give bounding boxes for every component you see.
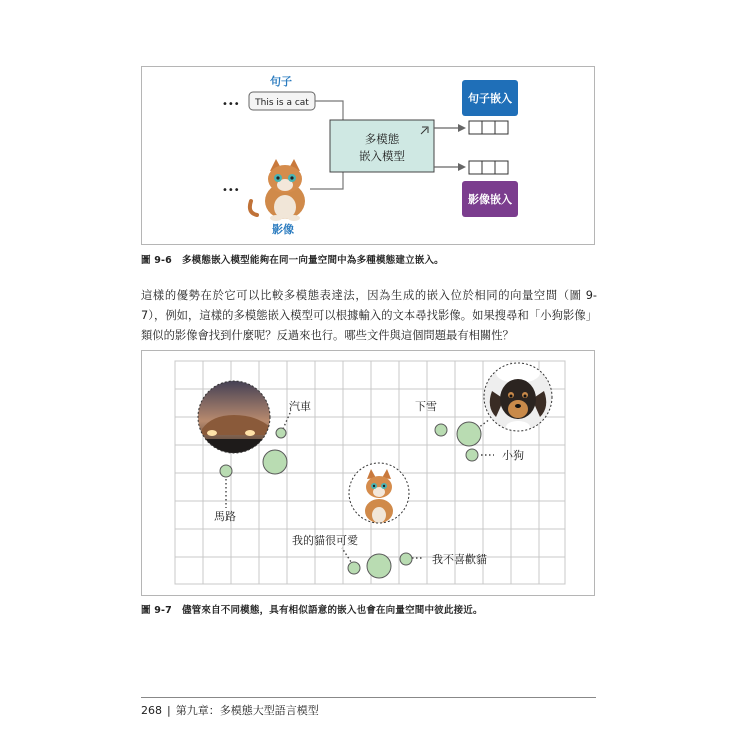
puppy-image (484, 363, 552, 433)
sentence-text: This is a cat (255, 98, 309, 108)
caption-9-6-number: 圖 9-6 (141, 255, 172, 266)
node-puppy-image (457, 422, 481, 446)
sentence-output-arrowhead (458, 124, 466, 132)
image-embedding-vector (469, 161, 508, 174)
image-dots: ••• (222, 185, 240, 196)
chapter-title: 第九章：多模態大型語言模型 (175, 704, 319, 717)
multimodal-model-box (330, 120, 434, 172)
sentence-label: 句子 (270, 75, 292, 88)
body-paragraph-block (141, 286, 597, 346)
label-snow: 下雪 (415, 400, 437, 413)
node-cat-image (367, 554, 391, 578)
figure-9-7 (141, 350, 595, 596)
sentence-embedding-label: 句子嵌入 (468, 92, 512, 105)
caption-9-6 (141, 252, 444, 266)
page-number: 268 (141, 704, 162, 717)
node-road (220, 465, 232, 477)
sentence-embedding-vector (469, 121, 508, 134)
image-label: 影像 (272, 223, 294, 236)
label-my-cat-cute: 我的貓很可愛 (292, 534, 358, 547)
cat-image-icon (250, 159, 305, 221)
image-output-arrowhead (458, 163, 466, 171)
caption-9-7-number: 圖 9-7 (141, 605, 172, 616)
node-car (276, 428, 286, 438)
node-car-image (263, 450, 287, 474)
sentence-dots: ••• (222, 99, 240, 110)
label-dont-like-cat: 我不喜歡貓 (432, 553, 487, 566)
node-snow (435, 424, 447, 436)
figure-9-6 (141, 66, 595, 245)
footer-separator: | (167, 704, 171, 717)
page-footer (141, 697, 596, 718)
node-puppy (466, 449, 478, 461)
model-label-line1: 多模態 (364, 132, 400, 146)
model-label-line2: 嵌入模型 (359, 149, 405, 163)
label-car: 汽車 (289, 400, 311, 413)
figure-9-6-diagram (142, 67, 596, 246)
label-road: 馬路 (214, 510, 236, 523)
image-embedding-label: 影像嵌入 (468, 193, 512, 206)
node-dont-like-cat (400, 553, 412, 565)
body-paragraph: 這樣的優勢在於它可以比較多模態表達法，因為生成的嵌入位於相同的向量空間（圖 9-7），例如，這樣的多模態嵌入模型可以根據輸入的文本尋找影像。如果搜尋和「小狗影像」類似的影像會找到什麼呢？反過來也行。哪些文件與這個問題最有相關性？ (141, 289, 597, 342)
node-my-cat-cute (348, 562, 360, 574)
caption-9-7 (141, 602, 483, 616)
label-puppy: 小狗 (502, 449, 524, 462)
cat-image (349, 463, 409, 523)
vector-space-plot (142, 351, 596, 597)
caption-9-6-text: 多模態嵌入模型能夠在同一向量空間中為多種模態建立嵌入。 (181, 255, 444, 266)
caption-9-7-text: 儘管來自不同模態，具有相似語意的嵌入也會在向量空間中彼此接近。 (181, 605, 483, 616)
